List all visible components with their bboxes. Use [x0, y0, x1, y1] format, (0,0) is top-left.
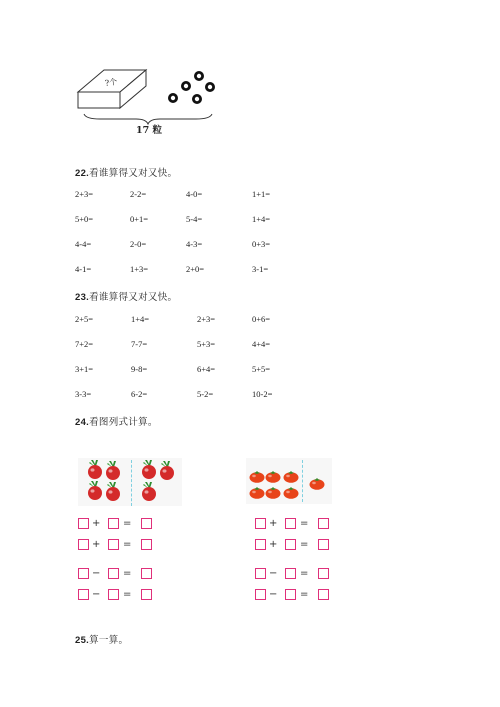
q25-heading: [75, 632, 128, 646]
radish-row4-answer-box[interactable]: [141, 589, 152, 600]
tomato-row1-answer-box[interactable]: [255, 518, 266, 529]
radish-row3-answer-box[interactable]: [141, 568, 152, 579]
radish-icon: [158, 461, 176, 485]
q22-r2-c4: 1+4=: [252, 214, 271, 224]
radish-row2-answer-box[interactable]: [108, 539, 119, 550]
plus-sign: +: [92, 518, 101, 529]
q22-r3-c2: 2-0=: [130, 239, 147, 249]
q23-r4-c1: 3-3=: [75, 389, 92, 399]
q23-heading: [75, 289, 177, 303]
q23-r3-c4: 5+5=: [252, 364, 271, 374]
tomato-row4-answer-box[interactable]: [318, 589, 329, 600]
radish-row1-answer-box[interactable]: [108, 518, 119, 529]
q22-number: 22.: [75, 168, 90, 179]
q25-title: 算一算。: [89, 635, 129, 646]
q22-r4-c3: 2+0=: [186, 264, 205, 274]
radish-row1-answer-box[interactable]: [78, 518, 89, 529]
q22-r3-c4: 0+3=: [252, 239, 271, 249]
equals-sign: =: [123, 589, 132, 600]
q22-r1-c1: 2+3=: [75, 189, 94, 199]
tomato-row1-answer-box[interactable]: [285, 518, 296, 529]
radish-icon: [86, 481, 104, 505]
tomato-row2-answer-box[interactable]: [318, 539, 329, 550]
tomato-row4-answer-box[interactable]: [285, 589, 296, 600]
radish-row2-answer-box[interactable]: [141, 539, 152, 550]
minus-sign: −: [92, 568, 101, 579]
q24-number: 24.: [75, 417, 90, 428]
q23-r1-c4: 0+6=: [252, 314, 271, 324]
plus-sign: +: [92, 539, 101, 550]
plus-sign: +: [269, 518, 278, 529]
radish-icon: [140, 482, 158, 506]
q22-r4-c1: 4-1=: [75, 264, 92, 274]
tomato-icon: [309, 475, 325, 494]
q23-r1-c3: 2+3=: [197, 314, 216, 324]
q23-r3-c2: 9-8=: [131, 364, 148, 374]
q23-r2-c2: 7-7=: [131, 339, 148, 349]
total-label: 17 粒: [136, 125, 163, 136]
q23-r3-c3: 6+4=: [197, 364, 216, 374]
q22-r1-c4: 1+1=: [252, 189, 271, 199]
q22-heading: [75, 165, 177, 179]
q23-number: 23.: [75, 292, 90, 303]
q23-r2-c1: 7+2=: [75, 339, 94, 349]
box-label: ?个: [104, 77, 118, 88]
tomato-row3-answer-box[interactable]: [318, 568, 329, 579]
tomato-row3-answer-box[interactable]: [285, 568, 296, 579]
q25-number: 25.: [75, 635, 90, 646]
equals-sign: =: [300, 568, 309, 579]
q22-title: 看谁算得又对又快。: [89, 168, 178, 179]
minus-sign: −: [269, 568, 278, 579]
tomato-row4-answer-box[interactable]: [255, 589, 266, 600]
equals-sign: =: [123, 518, 132, 529]
q22-r2-c3: 5-4=: [186, 214, 203, 224]
tomato-row2-answer-box[interactable]: [255, 539, 266, 550]
minus-sign: −: [92, 589, 101, 600]
q23-r1-c2: 1+4=: [131, 314, 150, 324]
q23-r2-c4: 4+4=: [252, 339, 271, 349]
tomato-divider: [302, 460, 303, 502]
q23-r4-c3: 5-2=: [197, 389, 214, 399]
equals-sign: =: [123, 539, 132, 550]
radish-row4-answer-box[interactable]: [108, 589, 119, 600]
radish-row2-answer-box[interactable]: [78, 539, 89, 550]
equals-sign: =: [123, 568, 132, 579]
q22-r3-c3: 4-3=: [186, 239, 203, 249]
tomato-row3-answer-box[interactable]: [255, 568, 266, 579]
q22-r1-c2: 2-2=: [130, 189, 147, 199]
radish-divider: [131, 460, 132, 506]
radish-icon: [140, 460, 158, 484]
equals-sign: =: [300, 589, 309, 600]
equals-sign: =: [300, 518, 309, 529]
tomato-icon: [283, 484, 299, 503]
radish-icon: [104, 482, 122, 506]
q23-r4-c4: 10-2=: [252, 389, 273, 399]
q23-r2-c3: 5+3=: [197, 339, 216, 349]
q23-r3-c1: 3+1=: [75, 364, 94, 374]
tomato-row1-answer-box[interactable]: [318, 518, 329, 529]
q22-r4-c4: 3-1=: [252, 264, 269, 274]
q23-r1-c1: 2+5=: [75, 314, 94, 324]
tomato-row2-answer-box[interactable]: [285, 539, 296, 550]
q23-r4-c2: 6-2=: [131, 389, 148, 399]
radish-row4-answer-box[interactable]: [78, 589, 89, 600]
q22-r3-c1: 4-4=: [75, 239, 92, 249]
q24-title: 看图列式计算。: [89, 417, 158, 428]
beads-icon: [168, 71, 215, 104]
q24-heading: [75, 414, 158, 428]
plus-sign: +: [269, 539, 278, 550]
q22-r2-c1: 5+0=: [75, 214, 94, 224]
radish-row3-answer-box[interactable]: [108, 568, 119, 579]
tomato-icon: [249, 484, 265, 503]
tomato-icon: [265, 484, 281, 503]
q22-r4-c2: 1+3=: [130, 264, 149, 274]
equals-sign: =: [300, 539, 309, 550]
radish-row3-answer-box[interactable]: [78, 568, 89, 579]
q23-title: 看谁算得又对又快。: [89, 292, 178, 303]
minus-sign: −: [269, 589, 278, 600]
q22-r1-c3: 4-0=: [186, 189, 203, 199]
q22-r2-c2: 0+1=: [130, 214, 149, 224]
radish-row1-answer-box[interactable]: [141, 518, 152, 529]
